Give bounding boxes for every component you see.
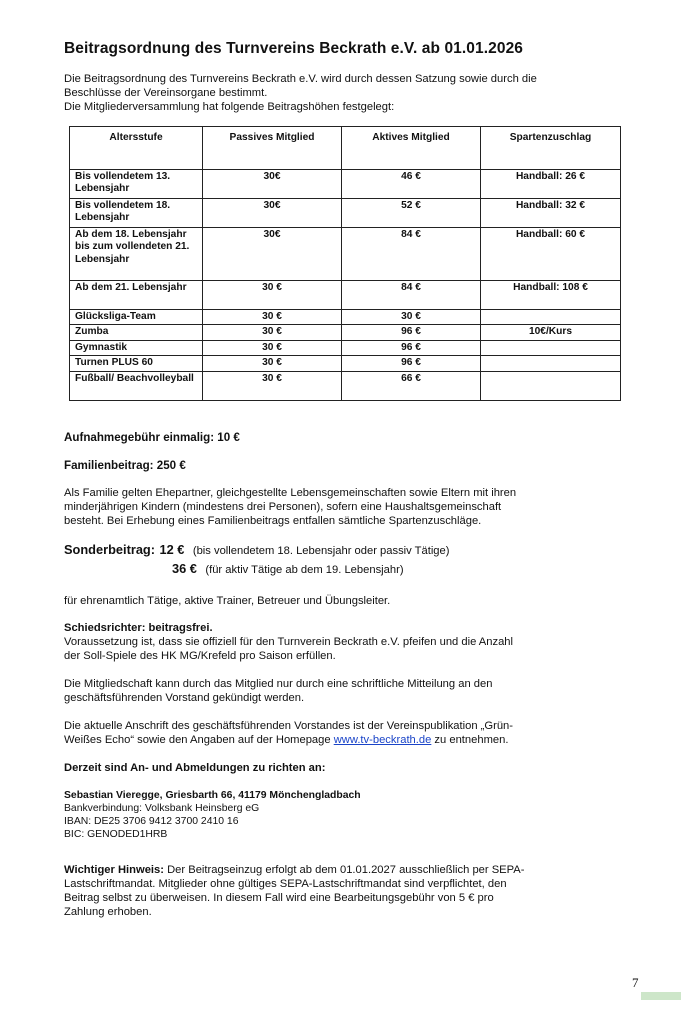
document-page	[64, 40, 624, 919]
cell-passive: 30 €	[203, 325, 342, 340]
header-aktiv: Aktives Mitglied	[342, 127, 481, 170]
cell-active: 30 €	[342, 310, 481, 325]
ehrenamt-text: für ehrenamtlich Tätige, aktive Trainer, Betreuer und Übungsleiter.	[64, 594, 391, 607]
contact-name: Sebastian Vieregge, Griesbarth 66, 41179 Mönchengladbach	[64, 789, 361, 801]
anschrift-text	[64, 719, 624, 747]
cell-surcharge	[481, 356, 621, 371]
sonderbeitrag	[64, 541, 624, 579]
sonderbeitrag-amount-2: 36 €	[172, 560, 197, 576]
text-line: geschäftsführenden Vorstand gekündigt werden.	[64, 691, 305, 704]
cell-age: Bis vollendetem 18. Lebensjahr	[70, 199, 203, 228]
cell-age: Ab dem 18. Lebensjahr bis zum vollendeten 21. Lebensjahr	[70, 228, 203, 281]
cell-passive: 30€	[203, 170, 342, 199]
text-line: Lastschriftmandat. Mitglieder ohne gültiges SEPA-Lastschriftmandat sind verpflichtet, den	[64, 877, 507, 890]
cell-surcharge: Handball: 60 €	[481, 228, 621, 281]
schiedsrichter-title: Schiedsrichter: beitragsfrei.	[64, 621, 213, 634]
cell-surcharge: Handball: 32 €	[481, 199, 621, 228]
header-passiv: Passives Mitglied	[203, 127, 342, 170]
cell-active: 52 €	[342, 199, 481, 228]
table-row	[70, 340, 621, 355]
cell-age: Zumba	[70, 325, 203, 340]
text-line: Zahlung erhoben.	[64, 905, 152, 918]
cell-passive: 30€	[203, 199, 342, 228]
header-altersstufe: Altersstufe	[70, 127, 203, 170]
intro-line: Die Beitragsordnung des Turnvereins Beckrath e.V. wird durch dessen Satzung sowie durch die	[64, 73, 537, 85]
cell-surcharge	[481, 340, 621, 355]
text-line: minderjährigen Kindern (mindestens drei Personen), sofern eine Haushaltsgemeinschaft	[64, 500, 502, 513]
homepage-link[interactable]: www.tv-beckrath.de	[333, 733, 432, 746]
intro-paragraph	[64, 72, 624, 114]
table-row	[70, 310, 621, 325]
hinweis-label: Wichtiger Hinweis:	[64, 863, 164, 876]
text-line: Beitrag selbst zu überweisen. In diesem Fall wird eine Bearbeitungsgebühr von 5 € pro	[64, 891, 494, 904]
schiedsrichter-text	[64, 635, 624, 663]
contact-bic: BIC: GENODED1HRB	[64, 828, 168, 840]
kuendigung-text	[64, 677, 624, 705]
cell-passive: 30 €	[203, 371, 342, 400]
intro-line: Die Mitgliederversammlung hat folgende Beitragshöhen festgelegt:	[64, 101, 395, 113]
table-row	[70, 170, 621, 199]
table-row	[70, 281, 621, 310]
cell-active: 84 €	[342, 281, 481, 310]
cell-age: Bis vollendetem 13. Lebensjahr	[70, 170, 203, 199]
text-line: Voraussetzung ist, dass sie offiziell für den Turnverein Beckrath e.V. pfeifen und die Anzahl	[64, 635, 514, 648]
table-row	[70, 325, 621, 340]
fee-table-header-row	[70, 127, 621, 170]
cell-active: 84 €	[342, 228, 481, 281]
contact-block	[64, 789, 624, 841]
text-line	[64, 863, 624, 877]
cell-passive: 30€	[203, 228, 342, 281]
decorative-corner-bar	[641, 992, 681, 1000]
text-line: der Soll-Spiele des HK MG/Krefeld pro Saison erfüllen.	[64, 649, 336, 662]
text-segment: Weißes Echo“ sowie den Angaben auf der Homepage	[64, 733, 334, 746]
cell-age: Ab dem 21. Lebensjahr	[70, 281, 203, 310]
cell-active: 46 €	[342, 170, 481, 199]
text-line: Die aktuelle Anschrift des geschäftsführenden Vorstandes ist der Vereinspublikation „Grün-	[64, 719, 513, 732]
cell-active: 96 €	[342, 356, 481, 371]
cell-passive: 30 €	[203, 340, 342, 355]
sonderbeitrag-label: Sonderbeitrag:	[64, 541, 156, 557]
text-line: besteht. Bei Erhebung eines Familienbeitrags entfallen sämtliche Spartenzuschläge.	[64, 514, 482, 527]
cell-age: Fußball/ Beachvolleyball	[70, 371, 203, 400]
cell-age: Turnen PLUS 60	[70, 356, 203, 371]
familienbeitrag-text	[64, 486, 624, 528]
text-segment: zu entnehmen.	[431, 733, 509, 746]
table-row	[70, 356, 621, 371]
table-row	[70, 199, 621, 228]
cell-surcharge: Handball: 108 €	[481, 281, 621, 310]
cell-passive: 30 €	[203, 356, 342, 371]
hinweis-block	[64, 863, 624, 919]
familienbeitrag-title: Familienbeitrag: 250 €	[64, 458, 186, 472]
fee-table	[69, 126, 621, 401]
cell-active: 96 €	[342, 325, 481, 340]
cell-surcharge: Handball: 26 €	[481, 170, 621, 199]
cell-passive: 30 €	[203, 310, 342, 325]
cell-active: 66 €	[342, 371, 481, 400]
anmeldung-title: Derzeit sind An- und Abmeldungen zu richten an:	[64, 761, 326, 774]
aufnahmegebuehr: Aufnahmegebühr einmalig: 10 €	[64, 430, 240, 444]
cell-active: 96 €	[342, 340, 481, 355]
text-segment: Der Beitragseinzug erfolgt ab dem 01.01.2027 ausschließlich per SEPA-	[163, 863, 525, 876]
contact-iban: IBAN: DE25 3706 9412 3700 2410 16	[64, 815, 239, 827]
intro-line: Beschlüsse der Vereinsorgane bestimmt.	[64, 87, 268, 99]
page-number: 7	[632, 975, 639, 990]
sonderbeitrag-note-1: (bis vollendetem 18. Lebensjahr oder passiv Tätige)	[192, 544, 450, 557]
text-line	[64, 733, 624, 747]
sonderbeitrag-amount-1: 12 €	[159, 541, 185, 557]
cell-passive: 30 €	[203, 281, 342, 310]
table-row	[70, 228, 621, 281]
cell-surcharge: 10€/Kurs	[481, 325, 621, 340]
page-title: Beitragsordnung des Turnvereins Beckrath e.V. ab 01.01.2026	[64, 40, 524, 57]
header-spartenzuschlag: Spartenzuschlag	[481, 127, 621, 170]
text-line: Als Familie gelten Ehepartner, gleichgestellte Lebensgemeinschaften sowie Eltern mit ihren	[64, 486, 517, 499]
contact-bank: Bankverbindung: Volksbank Heinsberg eG	[64, 802, 260, 814]
cell-age: Gymnastik	[70, 340, 203, 355]
table-row	[70, 371, 621, 400]
text-line: Die Mitgliedschaft kann durch das Mitglied nur durch eine schriftliche Mitteilung an den	[64, 677, 493, 690]
cell-surcharge	[481, 310, 621, 325]
cell-age: Glücksliga-Team	[70, 310, 203, 325]
cell-surcharge	[481, 371, 621, 400]
sonderbeitrag-note-2: (für aktiv Tätige ab dem 19. Lebensjahr)	[205, 563, 404, 576]
